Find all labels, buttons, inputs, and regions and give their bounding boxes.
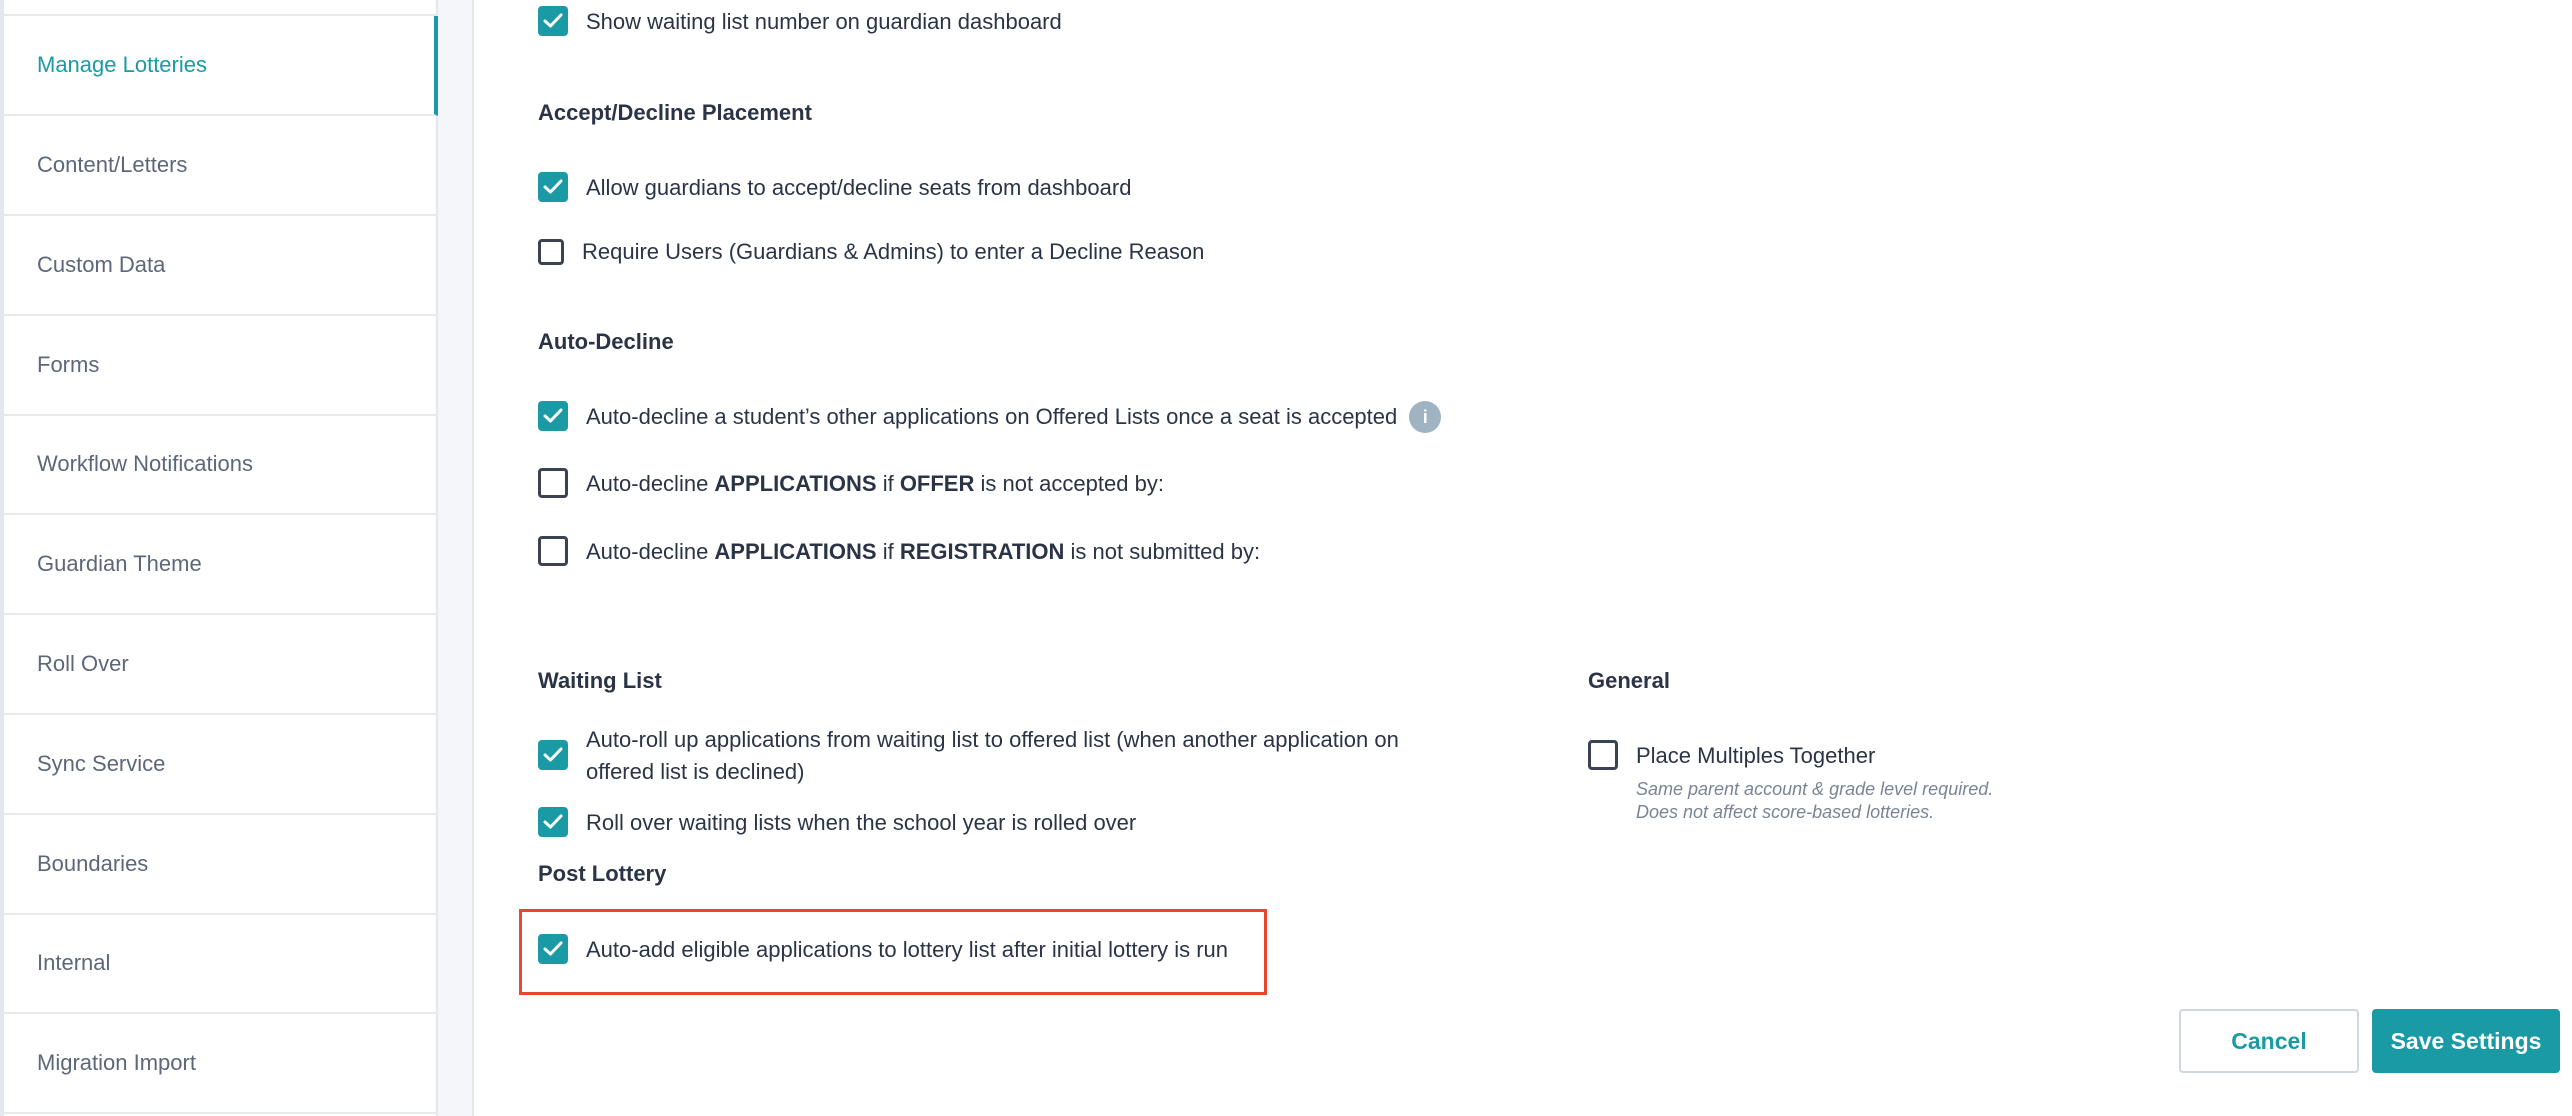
auto-roll-up-option[interactable] (538, 724, 1458, 788)
sidebar-item-custom-data[interactable]: Custom Data (4, 216, 438, 316)
sidebar-item-content-letters[interactable]: Content/Letters (4, 116, 438, 216)
general-title: General (1588, 668, 1670, 693)
place-multiples-together-option[interactable] (1588, 740, 1875, 772)
checkbox-checked[interactable] (538, 740, 568, 770)
general-note (1636, 778, 1993, 824)
note-line: Same parent account & grade level required. (1636, 779, 1994, 799)
content-gutter (438, 0, 474, 1116)
accept-decline-title: Accept/Decline Placement (538, 100, 812, 125)
option-label: Roll over waiting lists when the school year is rolled over (586, 810, 1137, 835)
note-line: Does not affect score-based lotteries. (1636, 802, 1935, 822)
save-settings-button[interactable]: Save Settings (2372, 1009, 2560, 1073)
option-label: Place Multiples Together (1636, 743, 1876, 768)
auto-add-eligible-applications-option[interactable] (538, 934, 1228, 966)
info-icon[interactable]: i (1409, 401, 1441, 433)
sidebar-item-workflow-notifications[interactable]: Workflow Notifications (4, 415, 438, 515)
sidebar-item-internal[interactable]: Internal (4, 914, 438, 1014)
auto-decline-title: Auto-Decline (538, 329, 674, 354)
waiting-list-title: Waiting List (538, 668, 662, 693)
cancel-button[interactable]: Cancel (2179, 1009, 2359, 1073)
checkbox-checked[interactable] (538, 934, 568, 964)
sidebar-item-roll-over[interactable]: Roll Over (4, 615, 438, 715)
roll-over-waiting-lists-option[interactable] (538, 807, 1136, 839)
sidebar-item-manage-lotteries[interactable]: Manage Lotteries (4, 16, 438, 116)
option-label: Require Users (Guardians & Admins) to enter a Decline Reason (582, 239, 1205, 264)
sidebar (0, 0, 438, 1116)
sidebar-item-migration-import[interactable]: Migration Import (4, 1014, 438, 1114)
checkbox-checked[interactable] (538, 401, 568, 431)
option-label: Auto-add eligible applications to lottery list after initial lottery is run (586, 937, 1228, 962)
checkbox-unchecked[interactable] (1588, 740, 1618, 770)
sidebar-item-guardian-theme[interactable]: Guardian Theme (4, 515, 438, 615)
option-label: Auto-decline APPLICATIONS if OFFER is not accepted by: (586, 471, 1164, 496)
sidebar-top-divider (4, 0, 438, 16)
allow-accept-decline-option[interactable] (538, 172, 1131, 204)
checkbox-checked[interactable] (538, 807, 568, 837)
option-label: Auto-roll up applications from waiting list to offered list (when another application on offered list is declined) (586, 727, 1399, 784)
checkbox-unchecked[interactable] (538, 239, 564, 265)
sidebar-item-boundaries[interactable]: Boundaries (4, 815, 438, 915)
checkbox-checked[interactable] (538, 172, 568, 202)
option-label: Show waiting list number on guardian dashboard (586, 9, 1062, 34)
show-waiting-list-number-option[interactable] (538, 6, 1062, 38)
post-lottery-title: Post Lottery (538, 861, 667, 886)
checkbox-unchecked[interactable] (538, 536, 568, 566)
auto-decline-other-applications-option[interactable] (538, 401, 1441, 433)
auto-decline-offer-option[interactable] (538, 468, 1164, 500)
checkbox-unchecked[interactable] (538, 468, 568, 498)
option-label: Auto-decline APPLICATIONS if REGISTRATION is not submitted by: (586, 539, 1261, 564)
sidebar-item-forms[interactable]: Forms (4, 316, 438, 416)
checkbox-checked[interactable] (538, 6, 568, 36)
require-decline-reason-option[interactable] (538, 236, 1204, 268)
option-label: Auto-decline a student’s other applications on Offered Lists once a seat is accepted (586, 404, 1398, 429)
auto-decline-registration-option[interactable] (538, 536, 1260, 568)
option-label: Allow guardians to accept/decline seats from dashboard (586, 175, 1132, 200)
sidebar-item-sync-service[interactable]: Sync Service (4, 715, 438, 815)
